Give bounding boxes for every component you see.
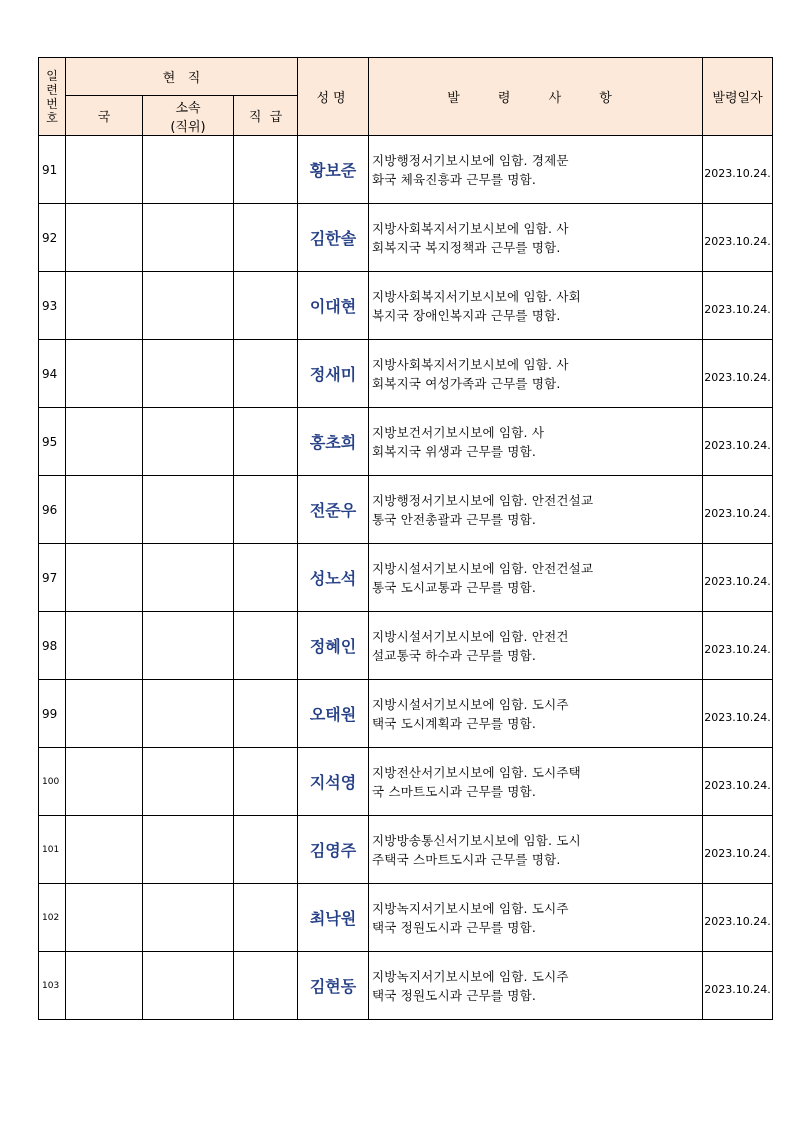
affiliation-cell: [143, 884, 234, 952]
name-cell: 정새미: [298, 340, 369, 408]
affiliation-cell: [143, 680, 234, 748]
grade-cell: [234, 952, 298, 1020]
appointment-date-cell: 2023.10.24.: [703, 952, 773, 1020]
grade-cell: [234, 136, 298, 204]
grade-cell: [234, 680, 298, 748]
affiliation-cell: [143, 748, 234, 816]
appointment-date-cell: 2023.10.24.: [703, 884, 773, 952]
appointment-date-cell: 2023.10.24.: [703, 408, 773, 476]
grade-cell: [234, 544, 298, 612]
grade-cell: [234, 408, 298, 476]
table-row: [39, 680, 773, 748]
department-cell: [66, 884, 143, 952]
department-cell: [66, 952, 143, 1020]
serial-number-cell: 103: [39, 952, 66, 1020]
department-cell: [66, 612, 143, 680]
serial-number-cell: 91: [39, 136, 66, 204]
affiliation-cell: [143, 408, 234, 476]
department-cell: [66, 408, 143, 476]
affiliation-cell: [143, 204, 234, 272]
serial-number-char: 련: [46, 82, 58, 97]
appointment-date-cell: 2023.10.24.: [703, 544, 773, 612]
appointment-date-cell: 2023.10.24.: [703, 612, 773, 680]
department-cell: [66, 340, 143, 408]
affiliation-cell: [143, 952, 234, 1020]
affiliation-cell: [143, 476, 234, 544]
grade-cell: [234, 340, 298, 408]
table-row: [39, 884, 773, 952]
appointment-details-cell: 지방시설서기보시보에 임함. 안전건설교 통국 도시교통과 근무를 명함.: [369, 544, 703, 612]
affiliation-cell: [143, 340, 234, 408]
appointment-details-cell: 지방시설서기보시보에 임함. 도시주 택국 도시계획과 근무를 명함.: [369, 680, 703, 748]
name-cell: 김영주: [298, 816, 369, 884]
appointment-date-cell: 2023.10.24.: [703, 748, 773, 816]
name-cell: 성노석: [298, 544, 369, 612]
serial-number-cell: 94: [39, 340, 66, 408]
appointment-details-cell: 지방녹지서기보시보에 임함. 도시주 택국 정원도시과 근무를 명함.: [369, 884, 703, 952]
serial-number-cell: 96: [39, 476, 66, 544]
serial-number-char: 번: [46, 96, 58, 111]
serial-number-cell: 92: [39, 204, 66, 272]
grade-cell: [234, 476, 298, 544]
grade-cell: [234, 884, 298, 952]
serial-number-cell: 101: [39, 816, 66, 884]
serial-number-cell: 93: [39, 272, 66, 340]
serial-number-char: 일: [46, 68, 58, 83]
appointment-details-cell: 지방사회복지서기보시보에 임함. 사 회복지국 복지정책과 근무를 명함.: [369, 204, 703, 272]
grade-cell: [234, 748, 298, 816]
name-cell: 황보준: [298, 136, 369, 204]
department-cell: [66, 272, 143, 340]
grade-cell: [234, 204, 298, 272]
serial-number-cell: 99: [39, 680, 66, 748]
affiliation-cell: [143, 544, 234, 612]
department-cell: [66, 544, 143, 612]
affiliation-cell: [143, 816, 234, 884]
affiliation-cell: [143, 612, 234, 680]
appointment-details-cell: 지방행정서기보시보에 임함. 안전건설교 통국 안전총괄과 근무를 명함.: [369, 476, 703, 544]
department-header: 국: [66, 96, 143, 136]
table-row: [39, 544, 773, 612]
grade-cell: [234, 816, 298, 884]
table-row: [39, 408, 773, 476]
affiliation-label: 소속: [175, 100, 201, 116]
department-cell: [66, 476, 143, 544]
current-position-header: 현 직: [66, 58, 298, 96]
table-row: [39, 204, 773, 272]
department-cell: [66, 816, 143, 884]
table-row: [39, 816, 773, 884]
name-cell: 오태원: [298, 680, 369, 748]
table-row: [39, 340, 773, 408]
appointment-details-cell: 지방전산서기보시보에 임함. 도시주택 국 스마트도시과 근무를 명함.: [369, 748, 703, 816]
table-row: [39, 476, 773, 544]
appointment-details-header: 발 령 사 항: [369, 58, 703, 136]
serial-number-cell: 102: [39, 884, 66, 952]
affiliation-header: [143, 96, 234, 136]
department-cell: [66, 680, 143, 748]
department-cell: [66, 748, 143, 816]
table-row: [39, 136, 773, 204]
affiliation-cell: [143, 272, 234, 340]
appointment-details-cell: 지방행정서기보시보에 임함. 경제문 화국 체육진흥과 근무를 명함.: [369, 136, 703, 204]
serial-number-cell: 100: [39, 748, 66, 816]
department-cell: [66, 136, 143, 204]
name-cell: 전준우: [298, 476, 369, 544]
table-row: [39, 612, 773, 680]
appointment-date-cell: 2023.10.24.: [703, 340, 773, 408]
appointment-details-cell: 지방사회복지서기보시보에 임함. 사 회복지국 여성가족과 근무를 명함.: [369, 340, 703, 408]
affiliation-cell: [143, 136, 234, 204]
appointment-details-cell: 지방시설서기보시보에 임함. 안전건 설교통국 하수과 근무를 명함.: [369, 612, 703, 680]
grade-cell: [234, 612, 298, 680]
serial-number-header: [39, 58, 66, 136]
appointment-date-cell: 2023.10.24.: [703, 272, 773, 340]
table-row: [39, 272, 773, 340]
appointment-details-cell: 지방방송통신서기보시보에 임함. 도시 주택국 스마트도시과 근무를 명함.: [369, 816, 703, 884]
name-cell: 최낙원: [298, 884, 369, 952]
table-row: [39, 952, 773, 1020]
appointment-details-cell: 지방사회복지서기보시보에 임함. 사회 복지국 장애인복지과 근무를 명함.: [369, 272, 703, 340]
name-cell: 정혜인: [298, 612, 369, 680]
appointment-details-cell: 지방보건서기보시보에 임함. 사 회복지국 위생과 근무를 명함.: [369, 408, 703, 476]
serial-number-cell: 98: [39, 612, 66, 680]
appointment-table: [38, 57, 773, 1020]
appointment-date-header: 발령일자: [703, 58, 773, 136]
name-cell: 이대현: [298, 272, 369, 340]
appointment-details-cell: 지방녹지서기보시보에 임함. 도시주 택국 정원도시과 근무를 명함.: [369, 952, 703, 1020]
serial-number-char: 호: [46, 110, 58, 125]
name-header: 성명: [298, 58, 369, 136]
grade-header: 직 급: [234, 96, 298, 136]
appointment-date-cell: 2023.10.24.: [703, 476, 773, 544]
name-cell: 김한솔: [298, 204, 369, 272]
name-cell: 지석영: [298, 748, 369, 816]
department-cell: [66, 204, 143, 272]
appointment-date-cell: 2023.10.24.: [703, 680, 773, 748]
appointment-date-cell: 2023.10.24.: [703, 816, 773, 884]
grade-cell: [234, 272, 298, 340]
appointment-date-cell: 2023.10.24.: [703, 204, 773, 272]
appointment-date-cell: 2023.10.24.: [703, 136, 773, 204]
serial-number-cell: 97: [39, 544, 66, 612]
table-row: [39, 748, 773, 816]
serial-number-cell: 95: [39, 408, 66, 476]
position-label: (직위): [170, 119, 206, 135]
name-cell: 홍초희: [298, 408, 369, 476]
name-cell: 김현동: [298, 952, 369, 1020]
